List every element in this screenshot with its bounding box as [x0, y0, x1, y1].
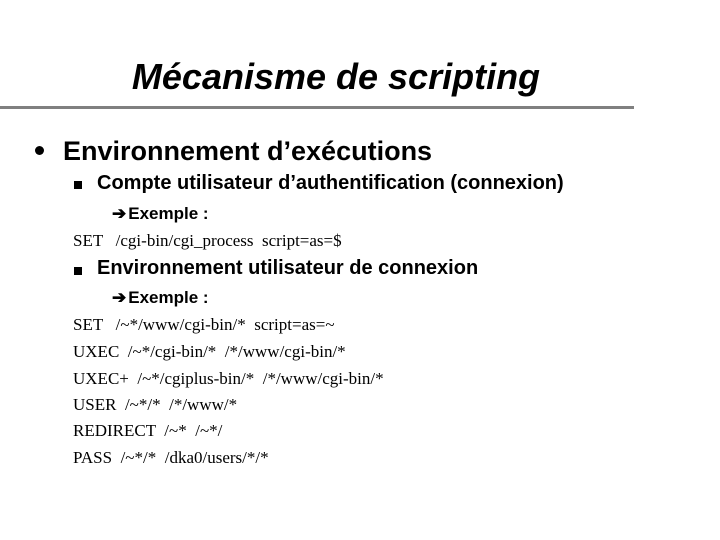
- code-line: REDIRECT /~* /~*/: [73, 421, 223, 440]
- square-bullet-icon: [74, 267, 82, 275]
- title-underline: [0, 106, 634, 109]
- code-line: UXEC+ /~*/cgiplus-bin/* /*/www/cgi-bin/*: [73, 369, 384, 388]
- item-compte-utilisateur: Compte utilisateur d’authentification (connexion): [97, 172, 564, 194]
- code-line: SET /cgi-bin/cgi_process script=as=$: [73, 231, 342, 250]
- example-label: Exemple :: [128, 288, 209, 307]
- example-label: Exemple :: [128, 204, 209, 223]
- arrow-right-icon: ➔: [112, 288, 127, 307]
- example-heading: [112, 288, 209, 308]
- code-line: UXEC /~*/cgi-bin/* /*/www/cgi-bin/*: [73, 342, 346, 361]
- item-environnement-utilisateur: Environnement utilisateur de connexion: [97, 257, 479, 279]
- code-line: SET /~*/www/cgi-bin/* script=as=~: [73, 315, 335, 334]
- slide-title: Mécanisme de scripting: [131, 56, 541, 97]
- example-heading: [112, 204, 209, 224]
- arrow-right-icon: ➔: [112, 204, 127, 223]
- square-bullet-icon: [74, 181, 82, 189]
- bullet-environnement: Environnement d’exécutions: [63, 136, 433, 166]
- code-line: PASS /~*/* /dka0/users/*/*: [73, 448, 269, 467]
- round-bullet-icon: [35, 146, 44, 155]
- code-line: USER /~*/* /*/www/*: [73, 395, 238, 414]
